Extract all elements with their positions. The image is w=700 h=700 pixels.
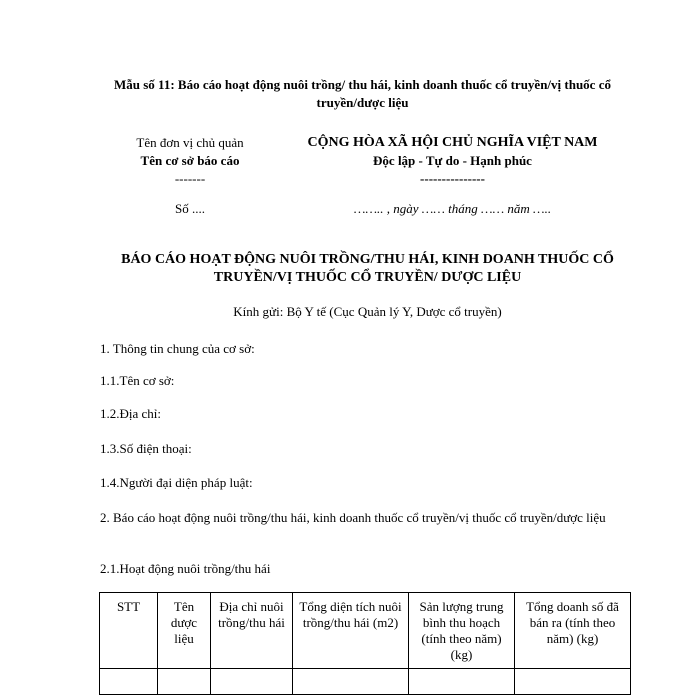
section-1-1: 1.1.Tên cơ sở:	[100, 373, 175, 388]
section-1-2: 1.2.Địa chỉ:	[100, 406, 162, 421]
header-right	[285, 134, 620, 218]
header-cell-stt: STT	[100, 593, 158, 669]
section-1-4: 1.4.Người đại diện pháp luật:	[100, 475, 253, 490]
date-line: …….. , ngày …… tháng …… năm …..	[353, 201, 552, 216]
table-cell	[293, 669, 409, 695]
form-title: Mẫu số 11: Báo cáo hoạt động nuôi trồng/ thu hái, kinh doanh thuốc cổ truyền/vị thuốc cổ truyền/dược liệu	[114, 77, 611, 110]
motto: Độc lập - Tự do - Hạnh phúc	[373, 153, 532, 168]
report-title: BÁO CÁO HOẠT ĐỘNG NUÔI TRỒNG/THU HÁI, KINH DOANH THUỐC CỔ TRUYỀN/VỊ THUỐC CỔ TRUYỀN/ DƯỢC LIỆU	[121, 252, 614, 285]
section-2-1: 2.1.Hoạt động nuôi trồng/thu hái	[100, 561, 271, 576]
header-cell-total-area: Tổng diện tích nuôi trồng/thu hái (m2)	[293, 593, 409, 669]
section-1: 1. Thông tin chung của cơ sở:	[100, 341, 255, 356]
table-cell	[158, 669, 211, 695]
table-cell	[515, 669, 631, 695]
addressee: Kính gửi: Bộ Y tế (Cục Quản lý Y, Dược cổ truyền)	[233, 304, 502, 319]
agency-name: Tên đơn vị chủ quản	[136, 135, 244, 150]
header-cell-avg-yield: Sản lượng trung bình thu hoạch (tính theo năm) (kg)	[409, 593, 515, 669]
section-2: 2. Báo cáo hoạt động nuôi trồng/thu hái, kinh doanh thuốc cổ truyền/vị thuốc cổ truyền/dược liệu	[100, 510, 606, 525]
document-number: Số ....	[175, 201, 205, 216]
table-cell	[409, 669, 515, 695]
section-1-3: 1.3.Số điện thoại:	[100, 441, 192, 456]
facility-name: Tên cơ sở báo cáo	[140, 153, 240, 168]
table-cell	[100, 669, 158, 695]
table-header-row	[100, 593, 631, 669]
country-name: CỘNG HÒA XÃ HỘI CHỦ NGHĨA VIỆT NAM	[307, 135, 598, 150]
header-cell-total-sales: Tổng doanh số đã bán ra (tính theo năm) (kg)	[515, 593, 631, 669]
table-row	[100, 669, 631, 695]
right-separator: ---------------	[420, 171, 485, 186]
header-left	[110, 134, 270, 218]
header-cell-herb-name: Tên dược liệu	[158, 593, 211, 669]
table-cell	[211, 669, 293, 695]
cultivation-table	[99, 592, 631, 695]
header-cell-address: Địa chỉ nuôi trồng/thu hái	[211, 593, 293, 669]
left-separator: -------	[174, 171, 206, 186]
